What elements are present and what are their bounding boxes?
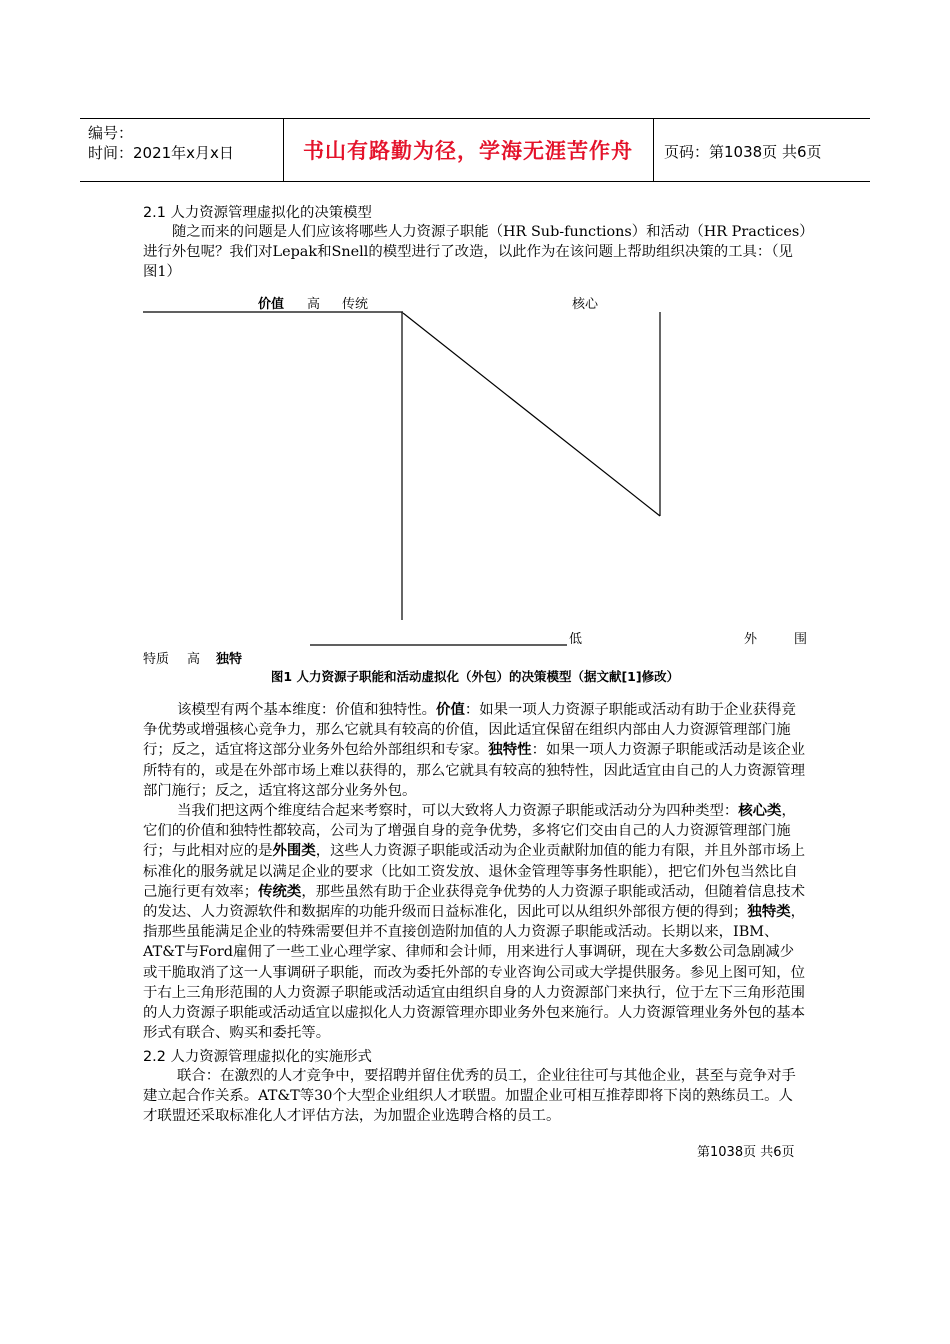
header-page-info: 页码：第1038页 共6页 (664, 143, 822, 161)
core-quadrant-label: 核心 (572, 297, 599, 312)
figure-caption: 图1 人力资源子职能和活动虚拟化（外包）的决策模型（据文献[1]修改） (270, 669, 680, 684)
doc-number-label: 编号： (88, 124, 134, 142)
trait-axis-label: 特质 (143, 652, 170, 667)
unique-quadrant-label: 独特 (216, 652, 243, 667)
value-axis-label: 价值 (258, 297, 285, 312)
value-high-label: 高 (307, 297, 321, 312)
section-heading-2-2: 2.2 人力资源管理虚拟化的实施形式 (143, 1049, 372, 1065)
section-intro-paragraph: 随之而来的问题是人们应该将哪些人力资源子职能（HR Sub-functions）和活动（HR Practices）进行外包呢？我们对Lepak和Snell的模型进行了改造，以此作为在该问题上帮助组织决策的工具：（见图1） (143, 224, 807, 281)
body-paragraph-2: 当我们把这两个维度结合起来考察时，可以大致将人力资源子职能或活动分为四种类型：核心类，它们的价值和独特性都较高，公司为了增强自身的竞争优势，多将它们交由自己的人力资源管理部门施行；与此相对应的是外围类，这些人力资源子职能或活动为企业贡献附加值的能力有限，并且外部市场上标准化的服务就足以满足企业的要求（比如工资发放、退休金管理等事务性职能），把它们外包当然比自己施行更有效率；传统类，那些虽然有助于企业获得竞争优势的人力资源子职能或活动，但随着信息技术的发达、人力资源软件和数据库的功能升级而日益标准化，因此可以从组织外部很方便的得到；独特类，指那些虽能满足企业的特殊需要但并不直接创造附加值的人力资源子职能或活动。长期以来，IBM、AT&T与Ford雇佣了一些工业心理学家、律师和会计师，用来进行人事调研，现在大多数公司急剧减少或干脆取消了这一人事调研子职能，而改为委托外部的专业咨询公司或大学提供服务。参见上图可知，位于右上三角形范围的人力资源子职能或活动适宜由组织自身的人力资源部门来执行，位于左下三角形范围的人力资源子职能或活动适宜以虚拟化人力资源管理亦即业务外包来施行。人力资源管理业务外包的基本形式有联合、购买和委托等。 (143, 802, 806, 1042)
trait-high-label: 高 (187, 652, 201, 667)
peripheral-quadrant-label-1: 外 (744, 632, 758, 647)
section2-paragraph: 联合：在激烈的人才竞争中，要招聘并留住优秀的员工，企业往往可与其他企业，甚至与竞争对手建立起合作关系。AT&T等30个大型企业组织人才联盟。加盟企业可相互推荐即将下岗的熟练员工。人才联盟还采取标准化人才评估方法，为加盟企业选聘合格的员工。 (143, 1068, 796, 1125)
doc-date-label: 时间：2021年x月x日 (88, 144, 234, 162)
section-heading-2-1: 2.1 人力资源管理虚拟化的决策模型 (143, 205, 372, 221)
peripheral-quadrant-label-2: 围 (794, 632, 808, 647)
diagonal-divider-line (403, 313, 660, 516)
traditional-quadrant-label: 传统 (342, 297, 369, 312)
page-footer: 第1038页 共6页 (697, 1145, 795, 1160)
body-paragraph-1: 该模型有两个基本维度：价值和独特性。价值：如果一项人力资源子职能或活动有助于企业获得竞争优势或增强核心竞争力，那么它就具有较高的价值，因此适宜保留在组织内部由人力资源管理部门施行；反之，适宜将这部分业务外包给外部组织和专家。独特性：如果一项人力资源子职能或活动是该企业所特有的，或是在外部市场上难以获得的，那么它就具有较高的独特性，因此适宜由自己的人力资源管理部门施行；反之，适宜将这部分业务外包。 (143, 701, 806, 799)
header-motto: 书山有路勤为径，学海无涯苦作舟 (303, 139, 633, 163)
low-label: 低 (569, 632, 583, 647)
